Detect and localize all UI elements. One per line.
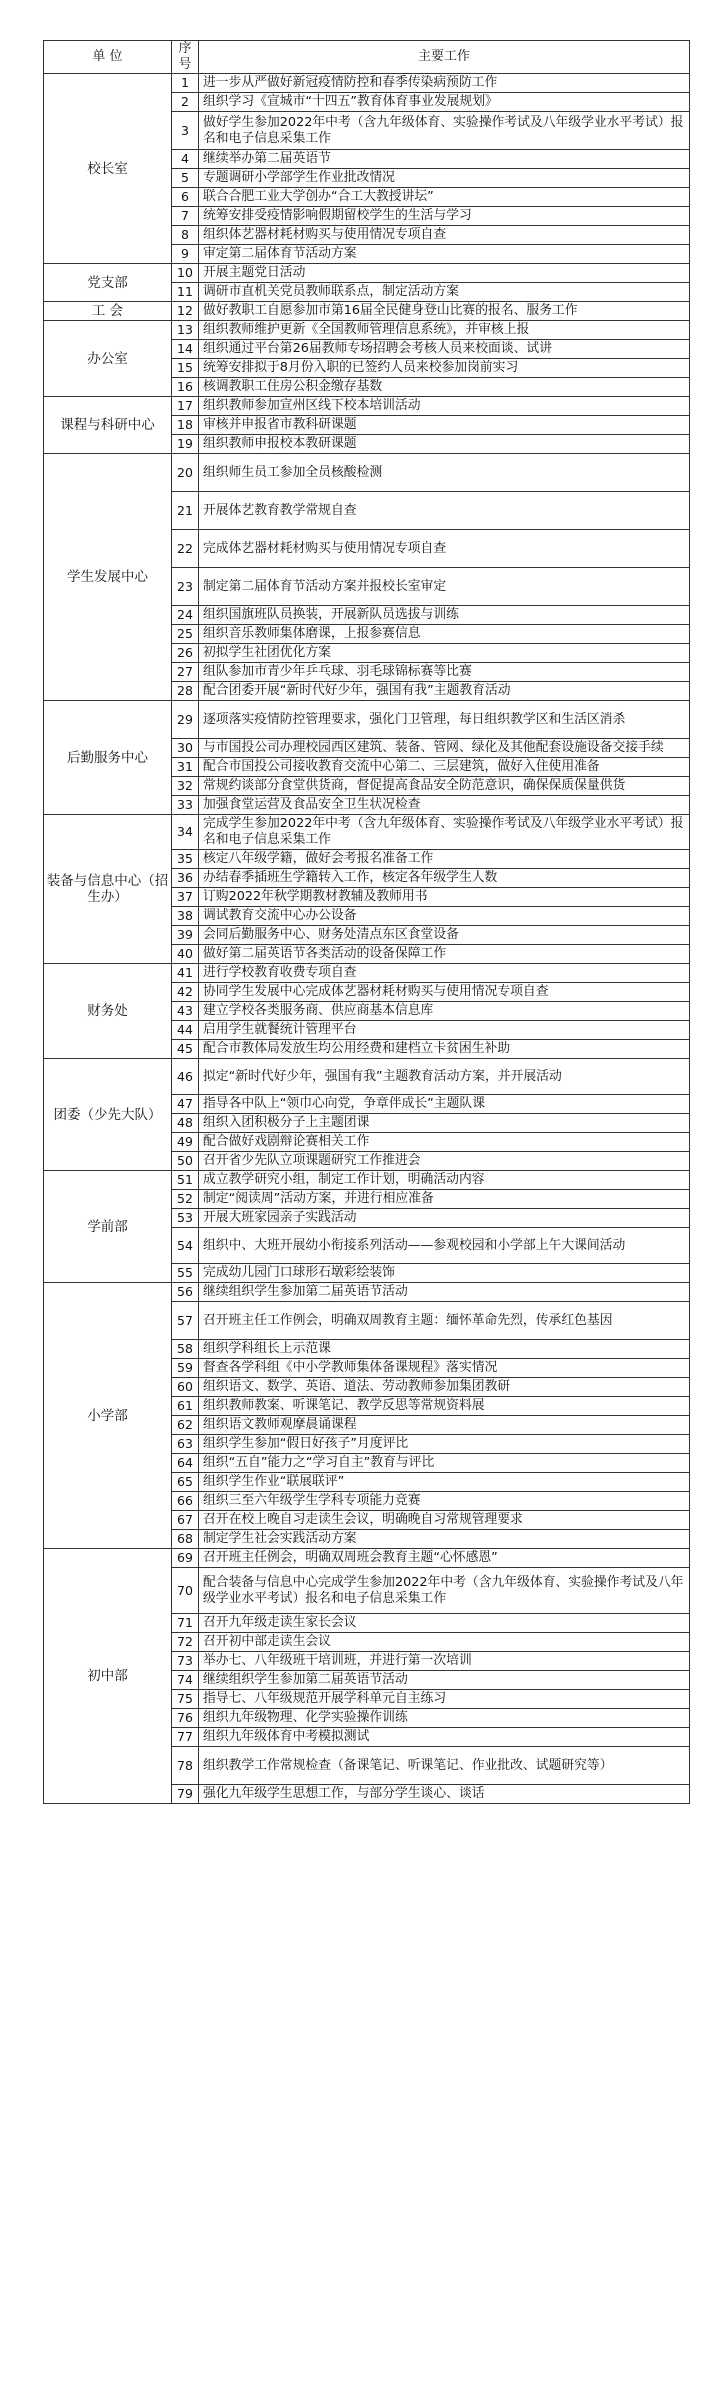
work-item: 组织教师维护更新《全国教师管理信息系统》，并审核上报 xyxy=(199,321,690,340)
item-number: 17 xyxy=(172,397,199,416)
item-number: 49 xyxy=(172,1133,199,1152)
item-number: 41 xyxy=(172,964,199,983)
number-column-header: 序号 xyxy=(172,41,199,74)
item-number: 55 xyxy=(172,1264,199,1283)
work-item: 继续举办第二届英语节 xyxy=(199,150,690,169)
item-number: 36 xyxy=(172,869,199,888)
work-item: 核定八年级学籍，做好会考报名准备工作 xyxy=(199,850,690,869)
table-row xyxy=(44,701,690,739)
item-number: 52 xyxy=(172,1190,199,1209)
item-number: 40 xyxy=(172,945,199,964)
item-number: 19 xyxy=(172,435,199,454)
work-item: 配合市国投公司接收教育交流中心第二、三层建筑，做好入住使用准备 xyxy=(199,758,690,777)
table-row xyxy=(44,264,690,283)
table-body xyxy=(44,74,690,1804)
item-number: 70 xyxy=(172,1568,199,1614)
work-item: 组织九年级物理、化学实验操作训练 xyxy=(199,1709,690,1728)
item-number: 22 xyxy=(172,530,199,568)
item-number: 46 xyxy=(172,1059,199,1095)
table-row xyxy=(44,964,690,983)
item-number: 3 xyxy=(172,112,199,150)
item-number: 39 xyxy=(172,926,199,945)
item-number: 31 xyxy=(172,758,199,777)
work-item: 组织入团积极分子上主题团课 xyxy=(199,1114,690,1133)
item-number: 60 xyxy=(172,1378,199,1397)
work-item: 统筹安排受疫情影响假期留校学生的生活与学习 xyxy=(199,207,690,226)
item-number: 51 xyxy=(172,1171,199,1190)
work-item: 组织学科组长上示范课 xyxy=(199,1340,690,1359)
work-item: 联合合肥工业大学创办“合工大教授讲坛” xyxy=(199,188,690,207)
item-number: 29 xyxy=(172,701,199,739)
item-number: 61 xyxy=(172,1397,199,1416)
work-item: 常规约谈部分食堂供货商，督促提高食品安全防范意识，确保保质保量供货 xyxy=(199,777,690,796)
table-row xyxy=(44,321,690,340)
unit-cell: 初中部 xyxy=(44,1549,172,1804)
work-item: 进行学校教育收费专项自查 xyxy=(199,964,690,983)
work-item: 组织中、大班开展幼小衔接系列活动——参观校园和小学部上午大课间活动 xyxy=(199,1228,690,1264)
work-item: 做好第二届英语节各类活动的设备保障工作 xyxy=(199,945,690,964)
work-item: 组织三至六年级学生学科专项能力竞赛 xyxy=(199,1492,690,1511)
work-item: 召开省少先队立项课题研究工作推进会 xyxy=(199,1152,690,1171)
work-item: 组织九年级体育中考模拟测试 xyxy=(199,1728,690,1747)
work-item: 组织语文教师观摩晨诵课程 xyxy=(199,1416,690,1435)
work-plan-table xyxy=(43,40,690,1804)
work-item: 与市国投公司办理校园西区建筑、装备、管网、绿化及其他配套设施设备交接手续 xyxy=(199,739,690,758)
item-number: 76 xyxy=(172,1709,199,1728)
item-number: 27 xyxy=(172,663,199,682)
unit-column-header: 单 位 xyxy=(44,41,172,74)
work-item: 指导各中队上“领巾心向党，争章伴成长”主题队课 xyxy=(199,1095,690,1114)
item-number: 8 xyxy=(172,226,199,245)
item-number: 64 xyxy=(172,1454,199,1473)
work-item: 办结春季插班生学籍转入工作，核定各年级学生人数 xyxy=(199,869,690,888)
work-item: 配合团委开展“新时代好少年，强国有我”主题教育活动 xyxy=(199,682,690,701)
item-number: 58 xyxy=(172,1340,199,1359)
item-number: 25 xyxy=(172,625,199,644)
work-item: 组织学习《宣城市“十四五”教育体育事业发展规划》 xyxy=(199,93,690,112)
item-number: 21 xyxy=(172,492,199,530)
work-item: 完成学生参加2022年中考（含九年级体育、实验操作考试及八年级学业水平考试）报名和电子信息采集工作 xyxy=(199,815,690,850)
work-item: 做好学生参加2022年中考（含九年级体育、实验操作考试及八年级学业水平考试）报名和电子信息采集工作 xyxy=(199,112,690,150)
item-number: 79 xyxy=(172,1785,199,1804)
work-item: 完成体艺器材耗材购买与使用情况专项自查 xyxy=(199,530,690,568)
work-item: 召开初中部走读生会议 xyxy=(199,1633,690,1652)
work-item: 配合市教体局发放生均公用经费和建档立卡贫困生补助 xyxy=(199,1040,690,1059)
unit-cell: 小学部 xyxy=(44,1283,172,1549)
item-number: 48 xyxy=(172,1114,199,1133)
item-number: 32 xyxy=(172,777,199,796)
work-item: 调研市直机关党员教师联系点，制定活动方案 xyxy=(199,283,690,302)
table-row xyxy=(44,454,690,492)
item-number: 62 xyxy=(172,1416,199,1435)
work-item: 开展体艺教育教学常规自查 xyxy=(199,492,690,530)
table-row xyxy=(44,74,690,93)
work-item: 协同学生发展中心完成体艺器材耗材购买与使用情况专项自查 xyxy=(199,983,690,1002)
work-item: 完成幼儿园门口球形石墩彩绘装饰 xyxy=(199,1264,690,1283)
work-item: 组织教师申报校本教研课题 xyxy=(199,435,690,454)
work-item: 组织师生员工参加全员核酸检测 xyxy=(199,454,690,492)
work-item: 开展主题党日活动 xyxy=(199,264,690,283)
unit-cell: 装备与信息中心（招生办） xyxy=(44,815,172,964)
item-number: 38 xyxy=(172,907,199,926)
work-item: 开展大班家园亲子实践活动 xyxy=(199,1209,690,1228)
item-number: 77 xyxy=(172,1728,199,1747)
work-item: 强化九年级学生思想工作，与部分学生谈心、谈话 xyxy=(199,1785,690,1804)
work-item: 组织语文、数学、英语、道法、劳动教师参加集团教研 xyxy=(199,1378,690,1397)
item-number: 50 xyxy=(172,1152,199,1171)
item-number: 75 xyxy=(172,1690,199,1709)
item-number: 7 xyxy=(172,207,199,226)
work-item: 召开班主任工作例会，明确双周教育主题：缅怀革命先烈，传承红色基因 xyxy=(199,1302,690,1340)
work-item: 启用学生就餐统计管理平台 xyxy=(199,1021,690,1040)
table-row xyxy=(44,1171,690,1190)
item-number: 16 xyxy=(172,378,199,397)
work-item: 组织学生参加“假日好孩子”月度评比 xyxy=(199,1435,690,1454)
unit-cell: 党支部 xyxy=(44,264,172,302)
work-item: 审定第二届体育节活动方案 xyxy=(199,245,690,264)
work-item: 督查各学科组《中小学教师集体备课规程》落实情况 xyxy=(199,1359,690,1378)
item-number: 65 xyxy=(172,1473,199,1492)
work-item: 调试教育交流中心办公设备 xyxy=(199,907,690,926)
work-item: 建立学校各类服务商、供应商基本信息库 xyxy=(199,1002,690,1021)
item-number: 1 xyxy=(172,74,199,93)
item-number: 35 xyxy=(172,850,199,869)
item-number: 30 xyxy=(172,739,199,758)
work-item: 继续组织学生参加第二届英语节活动 xyxy=(199,1671,690,1690)
work-item: 指导七、八年级规范开展学科单元自主练习 xyxy=(199,1690,690,1709)
item-number: 53 xyxy=(172,1209,199,1228)
item-number: 72 xyxy=(172,1633,199,1652)
work-item: 举办七、八年级班干培训班，并进行第一次培训 xyxy=(199,1652,690,1671)
work-item: 会同后勤服务中心、财务处清点东区食堂设备 xyxy=(199,926,690,945)
item-number: 66 xyxy=(172,1492,199,1511)
work-item: 召开班主任例会，明确双周班会教育主题“心怀感恩” xyxy=(199,1549,690,1568)
work-item: 专题调研小学部学生作业批改情况 xyxy=(199,169,690,188)
unit-cell: 团委（少先大队） xyxy=(44,1059,172,1171)
item-number: 74 xyxy=(172,1671,199,1690)
work-item: 继续组织学生参加第二届英语节活动 xyxy=(199,1283,690,1302)
table-row xyxy=(44,1283,690,1302)
table-row xyxy=(44,397,690,416)
item-number: 9 xyxy=(172,245,199,264)
item-number: 11 xyxy=(172,283,199,302)
unit-cell: 财务处 xyxy=(44,964,172,1059)
item-number: 14 xyxy=(172,340,199,359)
item-number: 42 xyxy=(172,983,199,1002)
work-item: 逐项落实疫情防控管理要求，强化门卫管理，每日组织教学区和生活区消杀 xyxy=(199,701,690,739)
work-item: 组织教师参加宣州区线下校本培训活动 xyxy=(199,397,690,416)
item-number: 33 xyxy=(172,796,199,815)
item-number: 71 xyxy=(172,1614,199,1633)
item-number: 5 xyxy=(172,169,199,188)
item-number: 34 xyxy=(172,815,199,850)
work-item: 组织教学工作常规检查（备课笔记、听课笔记、作业批改、试题研究等） xyxy=(199,1747,690,1785)
unit-cell: 校长室 xyxy=(44,74,172,264)
work-item: 加强食堂运营及食品安全卫生状况检查 xyxy=(199,796,690,815)
item-number: 44 xyxy=(172,1021,199,1040)
item-number: 68 xyxy=(172,1530,199,1549)
item-number: 73 xyxy=(172,1652,199,1671)
item-number: 43 xyxy=(172,1002,199,1021)
item-number: 56 xyxy=(172,1283,199,1302)
item-number: 24 xyxy=(172,606,199,625)
unit-cell: 课程与科研中心 xyxy=(44,397,172,454)
work-item: 制定第二届体育节活动方案并报校长室审定 xyxy=(199,568,690,606)
item-number: 78 xyxy=(172,1747,199,1785)
item-number: 57 xyxy=(172,1302,199,1340)
item-number: 67 xyxy=(172,1511,199,1530)
item-number: 20 xyxy=(172,454,199,492)
work-item: 配合装备与信息中心完成学生参加2022年中考（含九年级体育、实验操作考试及八年级学业水平考试）报名和电子信息采集工作 xyxy=(199,1568,690,1614)
unit-cell: 办公室 xyxy=(44,321,172,397)
item-number: 13 xyxy=(172,321,199,340)
item-number: 4 xyxy=(172,150,199,169)
work-item: 制定“阅读周”活动方案，并进行相应准备 xyxy=(199,1190,690,1209)
work-item: 做好教职工自愿参加市第16届全民健身登山比赛的报名、服务工作 xyxy=(199,302,690,321)
item-number: 2 xyxy=(172,93,199,112)
work-item: 组织国旗班队员换装，开展新队员选拔与训练 xyxy=(199,606,690,625)
item-number: 10 xyxy=(172,264,199,283)
work-item: 组织音乐教师集体磨课，上报参赛信息 xyxy=(199,625,690,644)
work-item: 组织学生作业“联展联评” xyxy=(199,1473,690,1492)
work-item: 制定学生社会实践活动方案 xyxy=(199,1530,690,1549)
work-item: 进一步从严做好新冠疫情防控和春季传染病预防工作 xyxy=(199,74,690,93)
unit-cell: 学生发展中心 xyxy=(44,454,172,701)
table-row xyxy=(44,1549,690,1568)
table-row xyxy=(44,1059,690,1095)
item-number: 45 xyxy=(172,1040,199,1059)
item-number: 28 xyxy=(172,682,199,701)
work-item: 成立教学研究小组，制定工作计划，明确活动内容 xyxy=(199,1171,690,1190)
work-item: 组织体艺器材耗材购买与使用情况专项自查 xyxy=(199,226,690,245)
work-item: 审核并申报省市教科研课题 xyxy=(199,416,690,435)
item-number: 37 xyxy=(172,888,199,907)
work-item: 组队参加市青少年乒乓球、羽毛球锦标赛等比赛 xyxy=(199,663,690,682)
item-number: 23 xyxy=(172,568,199,606)
work-item: 组织通过平台第26届教师专场招聘会考核人员来校面谈、试讲 xyxy=(199,340,690,359)
item-number: 54 xyxy=(172,1228,199,1264)
table-row xyxy=(44,815,690,850)
work-item: 组织教师教案、听课笔记、教学反思等常规资料展 xyxy=(199,1397,690,1416)
work-item: 拟定“新时代好少年，强国有我”主题教育活动方案，并开展活动 xyxy=(199,1059,690,1095)
work-item: 订购2022年秋学期教材教辅及教师用书 xyxy=(199,888,690,907)
work-item: 核调教职工住房公积金缴存基数 xyxy=(199,378,690,397)
item-number: 15 xyxy=(172,359,199,378)
item-number: 26 xyxy=(172,644,199,663)
item-number: 63 xyxy=(172,1435,199,1454)
work-item: 召开九年级走读生家长会议 xyxy=(199,1614,690,1633)
work-item: 组织“五自”能力之“学习自主”教育与评比 xyxy=(199,1454,690,1473)
item-number: 59 xyxy=(172,1359,199,1378)
work-item: 召开在校上晚自习走读生会议，明确晚自习常规管理要求 xyxy=(199,1511,690,1530)
item-number: 6 xyxy=(172,188,199,207)
item-number: 18 xyxy=(172,416,199,435)
table-row xyxy=(44,302,690,321)
unit-cell: 后勤服务中心 xyxy=(44,701,172,815)
work-item: 统筹安排拟于8月份入职的已签约人员来校参加岗前实习 xyxy=(199,359,690,378)
work-item: 初拟学生社团优化方案 xyxy=(199,644,690,663)
work-item: 配合做好戏剧辩论赛相关工作 xyxy=(199,1133,690,1152)
work-column-header: 主要工作 xyxy=(199,41,690,74)
unit-cell: 工 会 xyxy=(44,302,172,321)
unit-cell: 学前部 xyxy=(44,1171,172,1283)
item-number: 12 xyxy=(172,302,199,321)
item-number: 69 xyxy=(172,1549,199,1568)
table-header-row xyxy=(44,41,690,74)
item-number: 47 xyxy=(172,1095,199,1114)
